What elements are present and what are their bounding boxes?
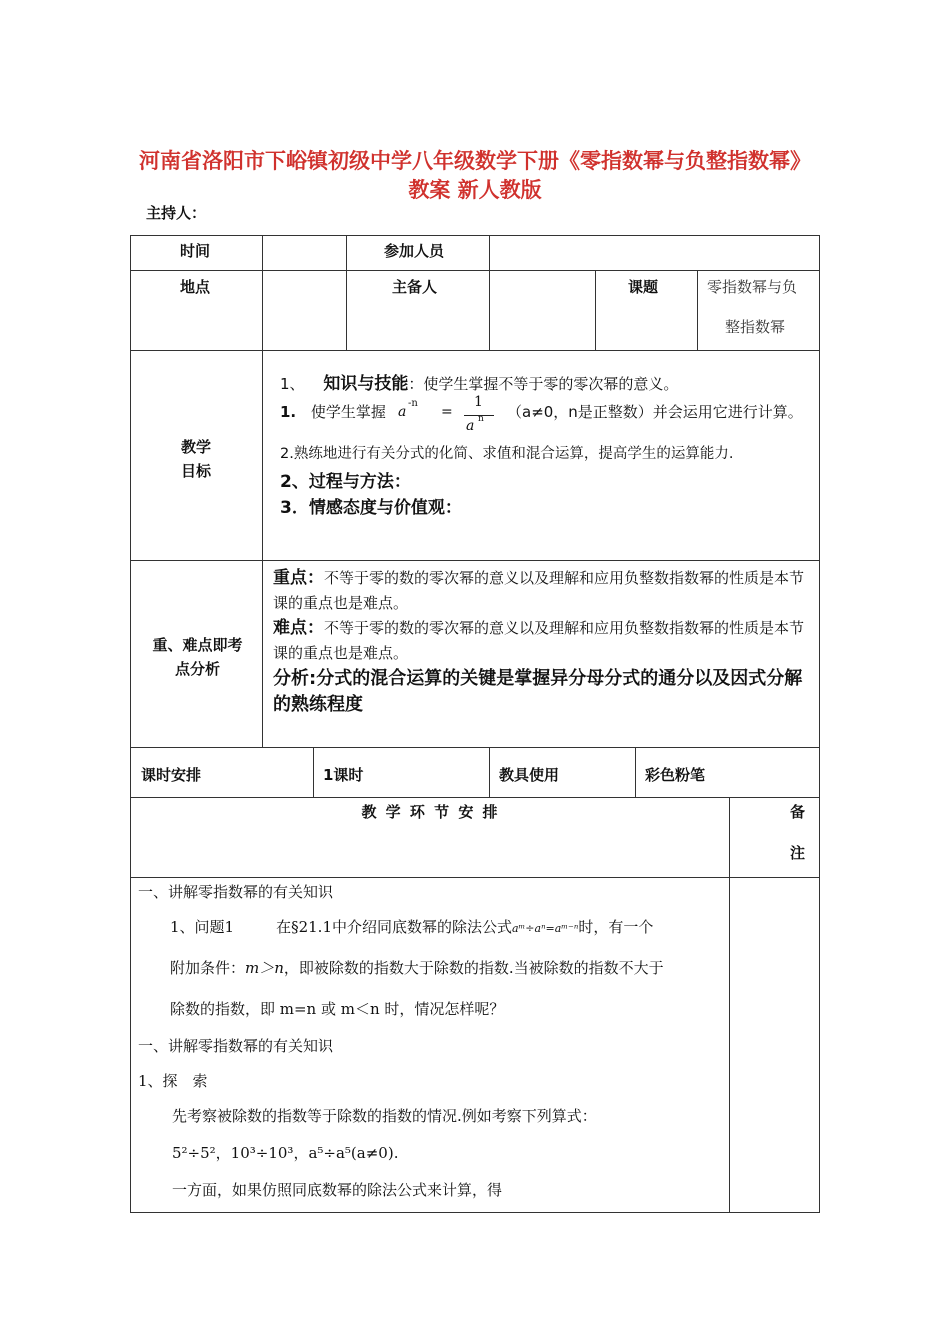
difficult-point-text: 难点：不等于零的数的零次幂的意义以及理解和应用负整数指数幂的性质是本节课的重点也是难点。 bbox=[273, 618, 805, 662]
document-title: 河南省洛阳市下峪镇初级中学八年级数学下册《零指数幂与负整指数幂》教案 新人教版 bbox=[139, 149, 811, 202]
key-point-text: 重点：不等于零的数的零次幂的意义以及理解和应用负整数指数幂的性质是本节课的重点也是难点。 bbox=[273, 568, 805, 612]
explore-heading: 1、探 索 bbox=[138, 1072, 208, 1090]
negative-exponent-formula: a -n = 1 a n bbox=[398, 396, 508, 436]
hours-value: 1课时 bbox=[323, 766, 364, 784]
question-line-1: 1、问题1 在§21.1中介绍同底数幂的除法公式aᵐ÷aⁿ=aᵐ⁻ⁿ时，有一个 bbox=[170, 918, 654, 936]
explore-paragraph-1: 先考察被除数的指数等于除数的指数的情况.例如考察下列算式： bbox=[172, 1107, 597, 1125]
section-header: 教 学 环 节 安 排 bbox=[361, 803, 498, 821]
hours-label: 课时安排 bbox=[141, 766, 202, 784]
objective-item-5: 3．情感态度与价值观： bbox=[280, 498, 462, 518]
objectives-label-2: 目标 bbox=[181, 462, 212, 480]
objective-item-1: 1、 知识与技能：使学生掌握不等于零的零次幂的意义。 bbox=[280, 374, 679, 394]
tools-label: 教具使用 bbox=[499, 766, 560, 784]
host-label: 主持人： bbox=[146, 204, 207, 222]
participants-label: 参加人员 bbox=[384, 242, 445, 260]
topic-line-2: 整指数幂 bbox=[725, 318, 786, 336]
remarks-label-2: 注 bbox=[790, 844, 806, 862]
explore-expressions: 5²÷5²，10³÷10³，a⁵÷a⁵(a≠0). bbox=[172, 1144, 399, 1162]
time-label: 时间 bbox=[180, 242, 211, 260]
question-line-2: 附加条件：m＞n，即被除数的指数大于除数的指数.当被除数的指数不大于 bbox=[170, 959, 664, 977]
place-label: 地点 bbox=[180, 278, 211, 296]
analysis-label-1: 重、难点即考 bbox=[152, 636, 243, 654]
remarks-label-1: 备 bbox=[790, 803, 806, 821]
objectives-label-1: 教学 bbox=[181, 438, 212, 456]
tools-value: 彩色粉笔 bbox=[645, 766, 706, 784]
question-line-3: 除数的指数，即 m=n 或 m＜n 时，情况怎样呢？ bbox=[170, 1000, 505, 1018]
preparer-label: 主备人 bbox=[392, 278, 438, 296]
topic-label: 课题 bbox=[628, 278, 659, 296]
objective-item-4: 2、过程与方法： bbox=[280, 472, 411, 492]
objective-item-3: 2.熟练地进行有关分式的化简、求值和混合运算，提高学生的运算能力. bbox=[280, 446, 734, 462]
objective-item-2: 1. 使学生掌握 bbox=[280, 403, 386, 421]
explore-paragraph-2: 一方面，如果仿照同底数幂的除法公式来计算，得 bbox=[172, 1181, 503, 1199]
analysis-text: 分析:分式的混合运算的关键是掌握异分母分式的通分以及因式分解的熟练程度 bbox=[273, 668, 803, 715]
content-heading-1: 一、讲解零指数幂的有关知识 bbox=[138, 883, 334, 901]
analysis-label-2: 点分析 bbox=[174, 660, 220, 678]
content-heading-2: 一、讲解零指数幂的有关知识 bbox=[138, 1037, 334, 1055]
topic-line-1: 零指数幂与负 bbox=[707, 278, 798, 296]
objective-item-2-tail: （a≠0，n是正整数）并会运用它进行计算。 bbox=[507, 403, 803, 421]
